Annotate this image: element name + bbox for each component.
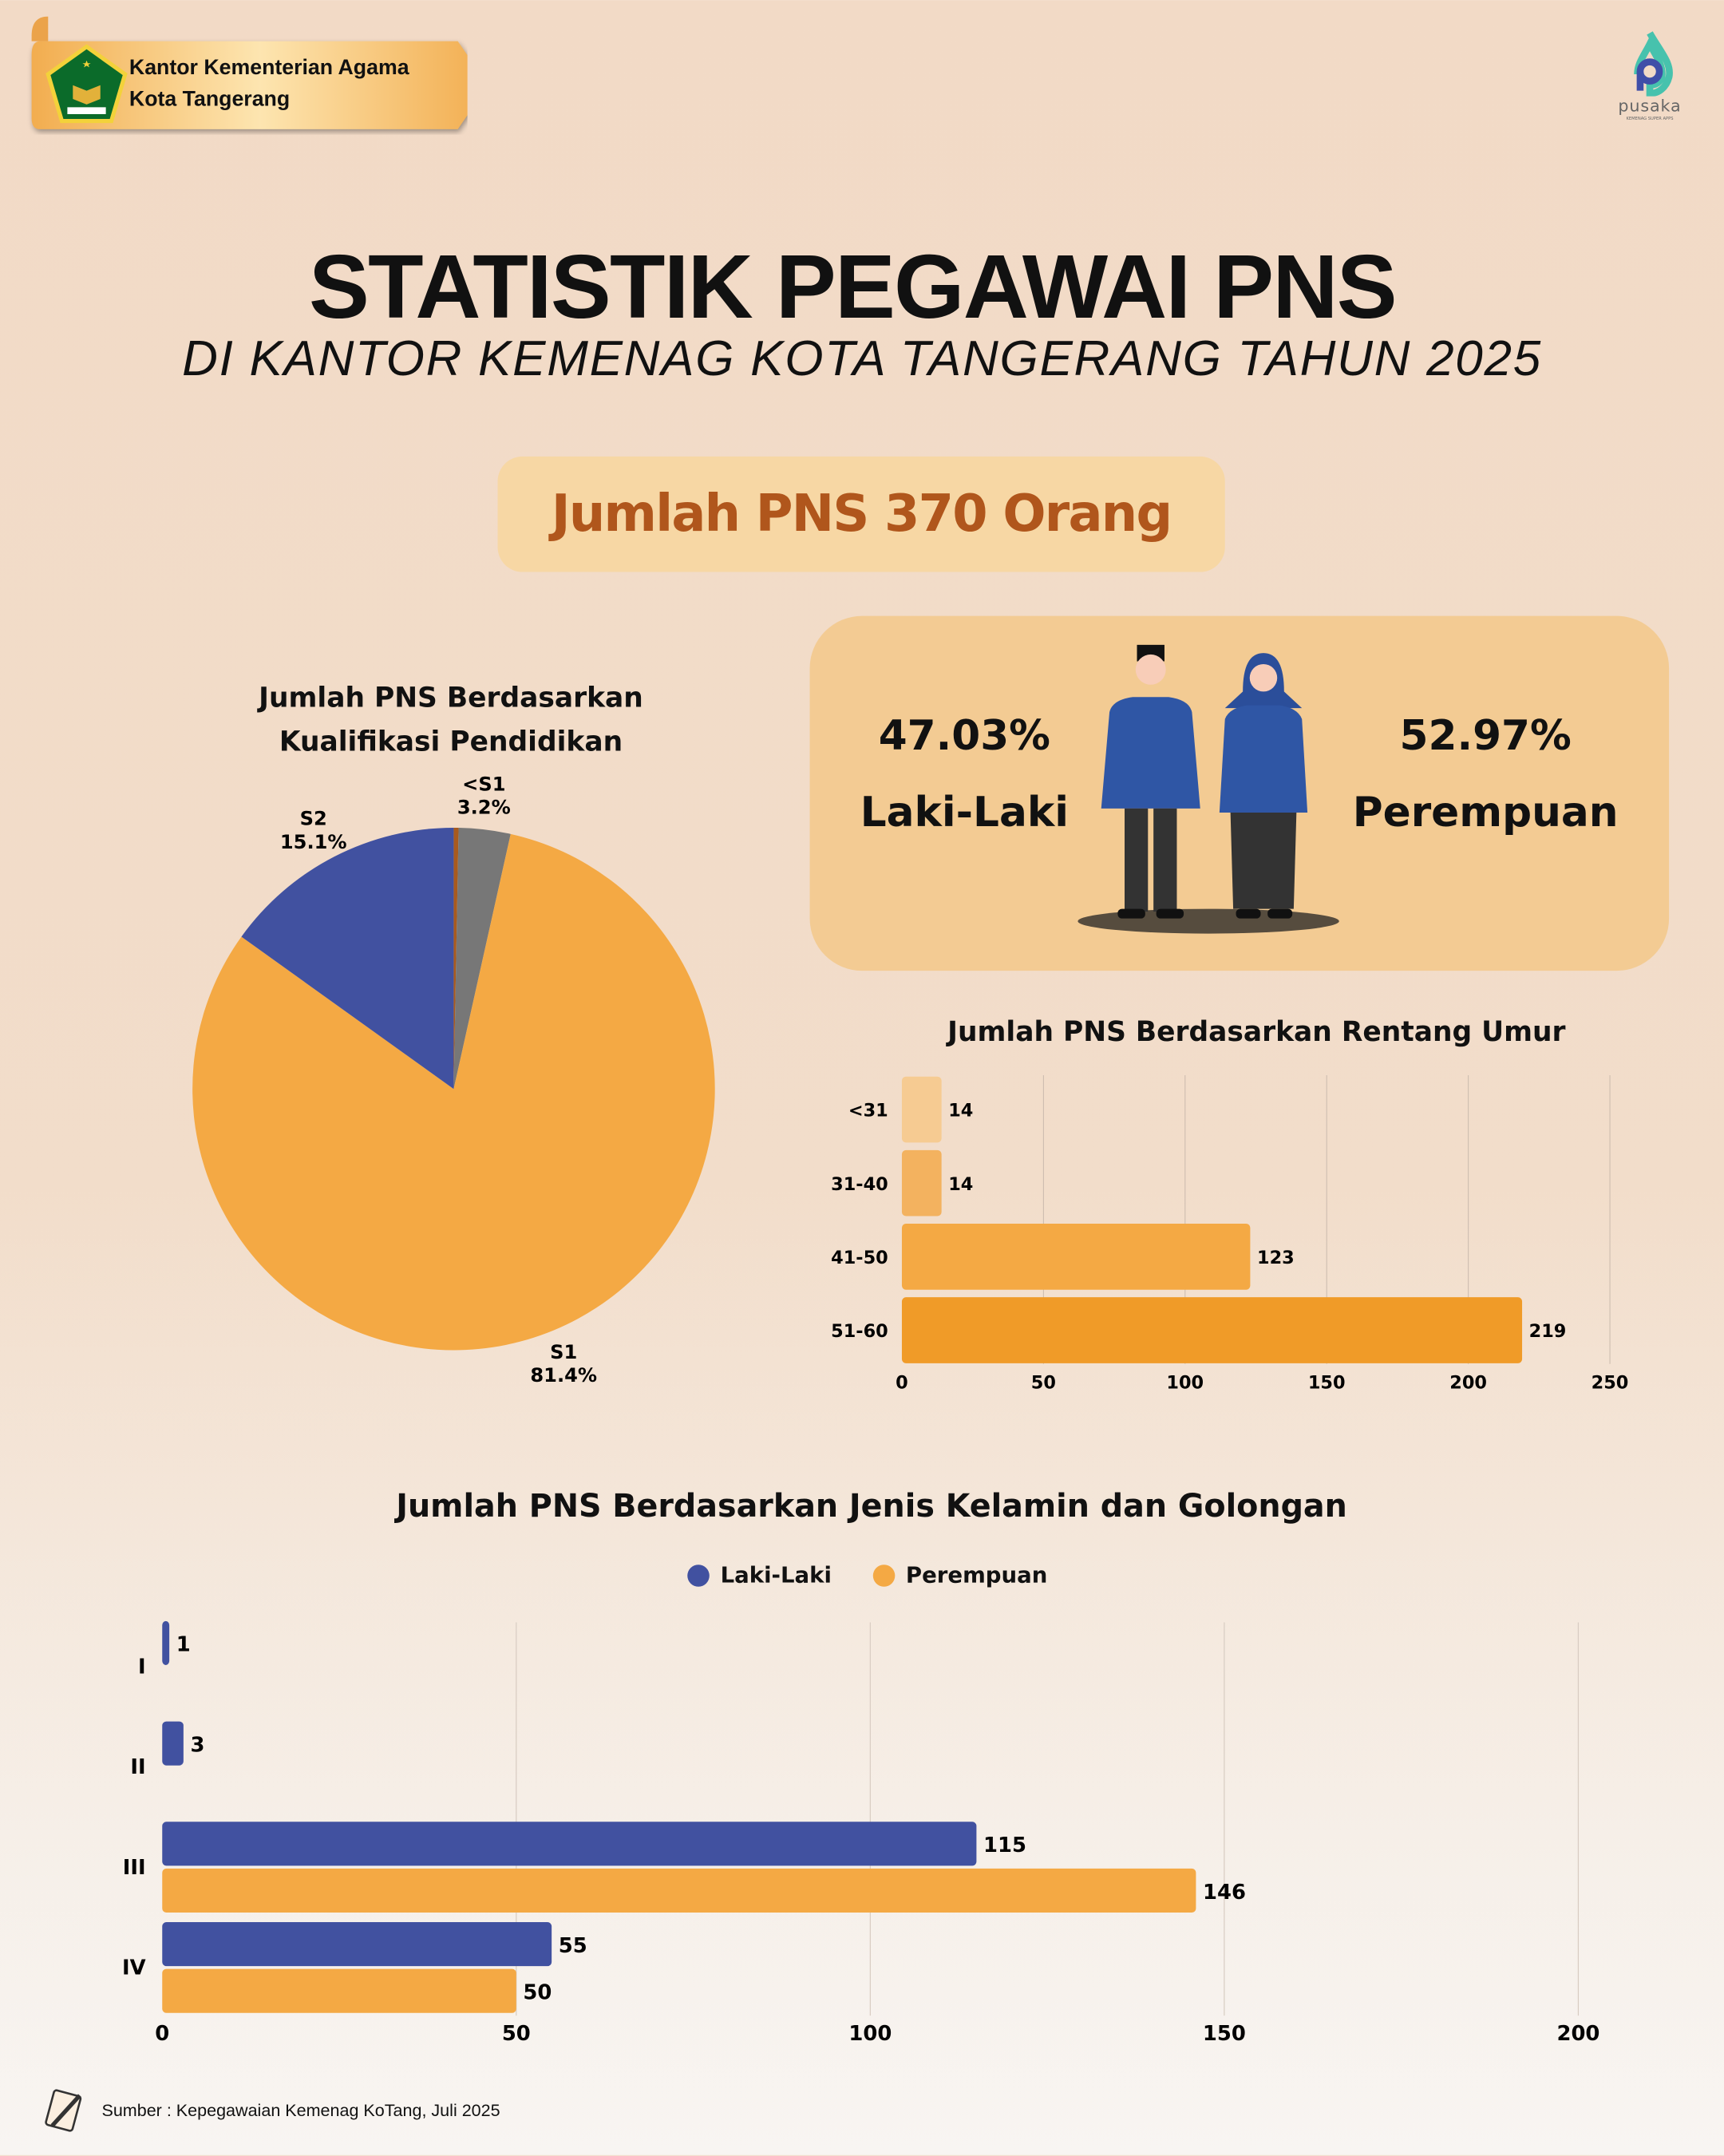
female-percentage: 52.97% xyxy=(1399,712,1572,761)
y-category-label: III xyxy=(122,1855,146,1880)
page-subtitle: DI KANTOR KEMENAG KOTA TANGERANG TAHUN 2025 xyxy=(182,330,1542,387)
gender-card xyxy=(810,616,1670,971)
bar-value-label: 146 xyxy=(1203,1880,1246,1905)
y-category-label: 41-50 xyxy=(831,1247,888,1268)
y-category-label: II xyxy=(130,1755,146,1780)
y-category-label: <31 xyxy=(848,1100,888,1122)
pie-label-name: S2 xyxy=(299,807,327,830)
pusaka-tagline: KEMENAG SUPER APPS xyxy=(1626,115,1674,121)
legend-swatch xyxy=(873,1564,896,1586)
x-tick-label: 100 xyxy=(1166,1372,1204,1394)
rank-chart-title: Jumlah PNS Berdasarkan Jenis Kelamin dan Golongan xyxy=(396,1489,1347,1525)
age-bar-41-50 xyxy=(902,1224,1250,1290)
shadow xyxy=(1078,909,1338,934)
bar-value-label: 50 xyxy=(523,1980,552,2005)
female-label: Perempuan xyxy=(1352,789,1619,838)
x-tick-label: 50 xyxy=(501,2022,531,2047)
rank-bar-IV-perempuan xyxy=(162,1969,516,2013)
age-bar-31-40 xyxy=(902,1150,942,1216)
y-category-label: IV xyxy=(121,1956,146,1980)
age-bar-51-60 xyxy=(902,1297,1522,1363)
bar-value-label: 1 xyxy=(176,1632,191,1657)
legend-swatch xyxy=(687,1564,710,1586)
education-chart-title-line1: Jumlah PNS Berdasarkan xyxy=(259,680,643,714)
male-label: Laki-Laki xyxy=(860,789,1069,838)
org-name-line2: Kota Tangerang xyxy=(129,88,291,112)
footer xyxy=(42,2083,500,2138)
pie-label-name: S1 xyxy=(550,1340,578,1363)
legend-label: Perempuan xyxy=(905,1561,1048,1588)
age-bar-<31 xyxy=(902,1077,942,1143)
kemenag-logo-icon xyxy=(45,44,128,126)
rank-bar-III-laki-laki xyxy=(162,1822,976,1865)
education-chart-title-line2: Kualifikasi Pendidikan xyxy=(279,724,623,758)
age-chart-title: Jumlah PNS Berdasarkan Rentang Umur xyxy=(947,1015,1566,1048)
pie-label-value: 81.4% xyxy=(530,1364,598,1387)
x-tick-label: 0 xyxy=(155,2022,170,2047)
legend-item-perempuan xyxy=(873,1562,1048,1588)
pie-label-value: 15.1% xyxy=(279,830,347,853)
rank-bar-III-perempuan xyxy=(162,1869,1196,1913)
x-tick-label: 100 xyxy=(848,2022,892,2047)
education-pie-chart xyxy=(0,742,825,1430)
total-pns-badge: Jumlah PNS 370 Orang xyxy=(498,457,1225,572)
notebook-pen-icon xyxy=(42,2087,89,2134)
org-banner xyxy=(21,17,468,135)
age-bar-chart xyxy=(797,1058,1677,1416)
male-percentage: 47.03% xyxy=(878,712,1050,761)
bar-value-label: 123 xyxy=(1257,1247,1295,1268)
pie-label-name: <S1 xyxy=(462,773,506,796)
pusaka-drop-icon xyxy=(1623,30,1678,97)
source-note: Sumber : Kepegawaian Kemenag KoTang, Juli 2025 xyxy=(101,2100,500,2121)
org-name-line1: Kantor Kementerian Agama xyxy=(129,56,409,80)
bar-value-label: 219 xyxy=(1528,1321,1567,1343)
female-figure-icon xyxy=(1220,653,1307,918)
pusaka-logo xyxy=(1602,30,1698,129)
rank-bar-II-laki-laki xyxy=(162,1722,184,1766)
page-title: STATISTIK PEGAWAI PNS xyxy=(308,235,1396,338)
x-tick-label: 200 xyxy=(1556,2022,1600,2047)
x-tick-label: 200 xyxy=(1449,1372,1487,1394)
rank-bar-I-laki-laki xyxy=(162,1621,169,1665)
x-tick-label: 250 xyxy=(1591,1372,1629,1394)
legend-item-laki-laki xyxy=(687,1562,832,1588)
pie-label-value: 3.2% xyxy=(457,796,511,819)
bar-value-label: 55 xyxy=(558,1933,587,1958)
x-tick-label: 50 xyxy=(1030,1372,1056,1394)
civil-servants-illustration xyxy=(1071,637,1346,947)
rank-chart-legend xyxy=(687,1562,1047,1588)
bar-value-label: 3 xyxy=(190,1733,205,1758)
bar-value-label: 115 xyxy=(983,1834,1026,1858)
bar-value-label: 14 xyxy=(948,1100,974,1122)
bar-value-label: 14 xyxy=(948,1173,974,1195)
y-category-label: 51-60 xyxy=(831,1321,888,1343)
rank-bar-chart xyxy=(0,1608,1724,2062)
x-tick-label: 150 xyxy=(1202,2022,1246,2047)
pusaka-name: pusaka xyxy=(1618,96,1682,116)
rank-bar-IV-laki-laki xyxy=(162,1922,552,1966)
y-category-label: I xyxy=(137,1655,146,1679)
x-tick-label: 0 xyxy=(896,1372,908,1394)
male-figure-icon xyxy=(1101,645,1200,919)
legend-label: Laki-Laki xyxy=(720,1561,832,1588)
x-tick-label: 150 xyxy=(1307,1372,1346,1394)
y-category-label: 31-40 xyxy=(831,1173,888,1195)
